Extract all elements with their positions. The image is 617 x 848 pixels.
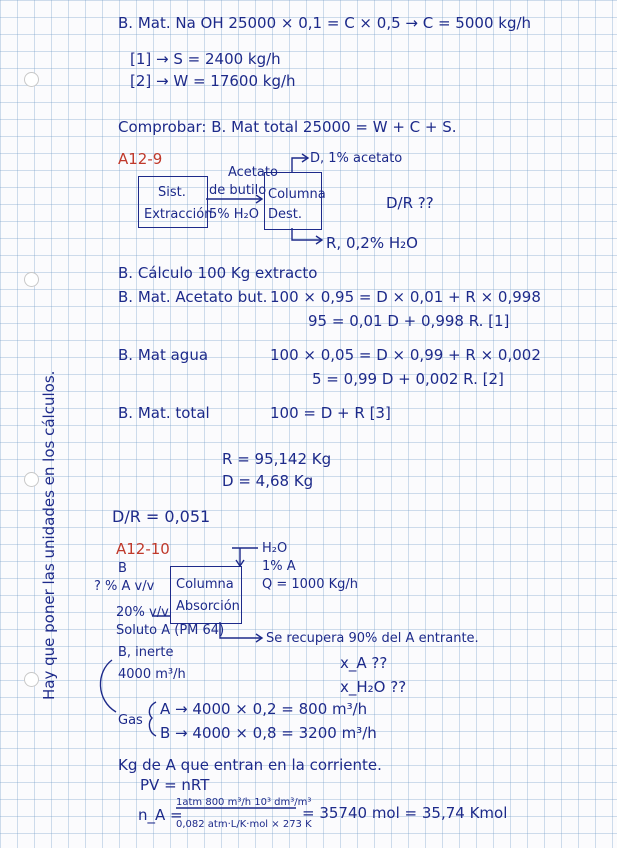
xa-question: x_A ?? <box>340 654 388 672</box>
balance-1-simplified: 95 = 0,01 D + 0,998 R. [1] <box>308 312 510 330</box>
balance-1-eq: 100 × 0,95 = D × 0,01 + R × 0,998 <box>270 288 541 306</box>
d-stream: D, 1% acetato <box>310 151 403 166</box>
water-conc: 1% A <box>262 559 296 574</box>
problem-a12-9: A12-9 <box>118 150 163 168</box>
extraction-label-2: Extracción <box>144 207 213 222</box>
balance-2-simplified: 5 = 0,99 D + 0,002 R. [2] <box>312 370 504 388</box>
absorption-label-1: Columna <box>176 577 234 592</box>
xh2o-question: x_H₂O ?? <box>340 678 407 696</box>
water-label: H₂O <box>262 541 288 556</box>
dr-question: D/R ?? <box>386 194 434 212</box>
na-label: n_A = <box>138 806 183 824</box>
margin-note: Hay que poner las unidades en los cálculos. <box>40 370 58 700</box>
b-label: B <box>118 561 127 576</box>
ideal-gas: PV = nRT <box>140 776 210 794</box>
feed-label-2: de butilo <box>209 183 267 198</box>
inert-label: B, inerte <box>118 645 174 660</box>
recovery-arrow <box>220 622 262 638</box>
r-stream: R, 0,2% H₂O <box>326 234 418 252</box>
balance-1-label: B. Mat. Acetato but. <box>118 288 268 306</box>
dr-value: D/R = 0,051 <box>112 507 211 526</box>
solute-label: Soluto A (PM 64) <box>116 623 225 638</box>
feed-label-1: Acetato <box>228 165 278 180</box>
na-denominator: 0,082 atm·L/K·mol × 273 K <box>176 819 312 830</box>
kg-a-line: Kg de A que entran en la corriente. <box>118 756 382 774</box>
column-label-1: Columna <box>268 187 326 202</box>
d-value: D = 4,68 Kg <box>222 472 314 490</box>
problem-a12-10: A12-10 <box>116 540 170 558</box>
check-line: Comprobar: B. Mat total 25000 = W + C + S. <box>118 118 457 136</box>
gas-label: Gas <box>118 713 143 728</box>
gas-a: A → 4000 × 0,2 = 800 m³/h <box>160 700 368 718</box>
gas-bracket <box>100 660 116 712</box>
w-result: [2] → W = 17600 kg/h <box>130 72 296 90</box>
column-label-2: Dest. <box>268 207 303 222</box>
r-value: R = 95,142 Kg <box>222 450 332 468</box>
balance-2-eq: 100 × 0,05 = D × 0,99 + R × 0,002 <box>270 346 541 364</box>
s-result: [1] → S = 2400 kg/h <box>130 50 281 68</box>
gas-b: B → 4000 × 0,8 = 3200 m³/h <box>160 724 377 742</box>
na-numerator: 1atm 800 m³/h 10³ dm³/m³ <box>176 797 312 808</box>
extraction-label-1: Sist. <box>158 185 186 200</box>
naoh-balance: B. Mat. Na OH 25000 × 0,1 = C × 0,5 → C = 5000 kg/h <box>118 14 532 32</box>
recovery-note: Se recupera 90% del A entrante. <box>266 631 479 646</box>
absorption-label-2: Absorción <box>176 599 240 614</box>
balance-3-eq: 100 = D + R [3] <box>270 404 391 422</box>
balance-3-label: B. Mat. total <box>118 404 210 422</box>
pct-unknown: ? % A v/v <box>94 579 155 594</box>
pct-twenty: 20% v/v <box>116 605 169 620</box>
na-result: = 35740 mol = 35,74 Kmol <box>302 804 508 822</box>
water-flow: Q = 1000 Kg/h <box>262 577 359 592</box>
balance-2-label: B. Mat agua <box>118 346 209 364</box>
gas-brace <box>149 702 156 736</box>
r-arrow <box>292 228 322 240</box>
feed-label-3: 5% H₂O <box>209 207 259 222</box>
gas-flow: 4000 m³/h <box>118 667 186 682</box>
calc-basis: B. Cálculo 100 Kg extracto <box>118 264 318 282</box>
